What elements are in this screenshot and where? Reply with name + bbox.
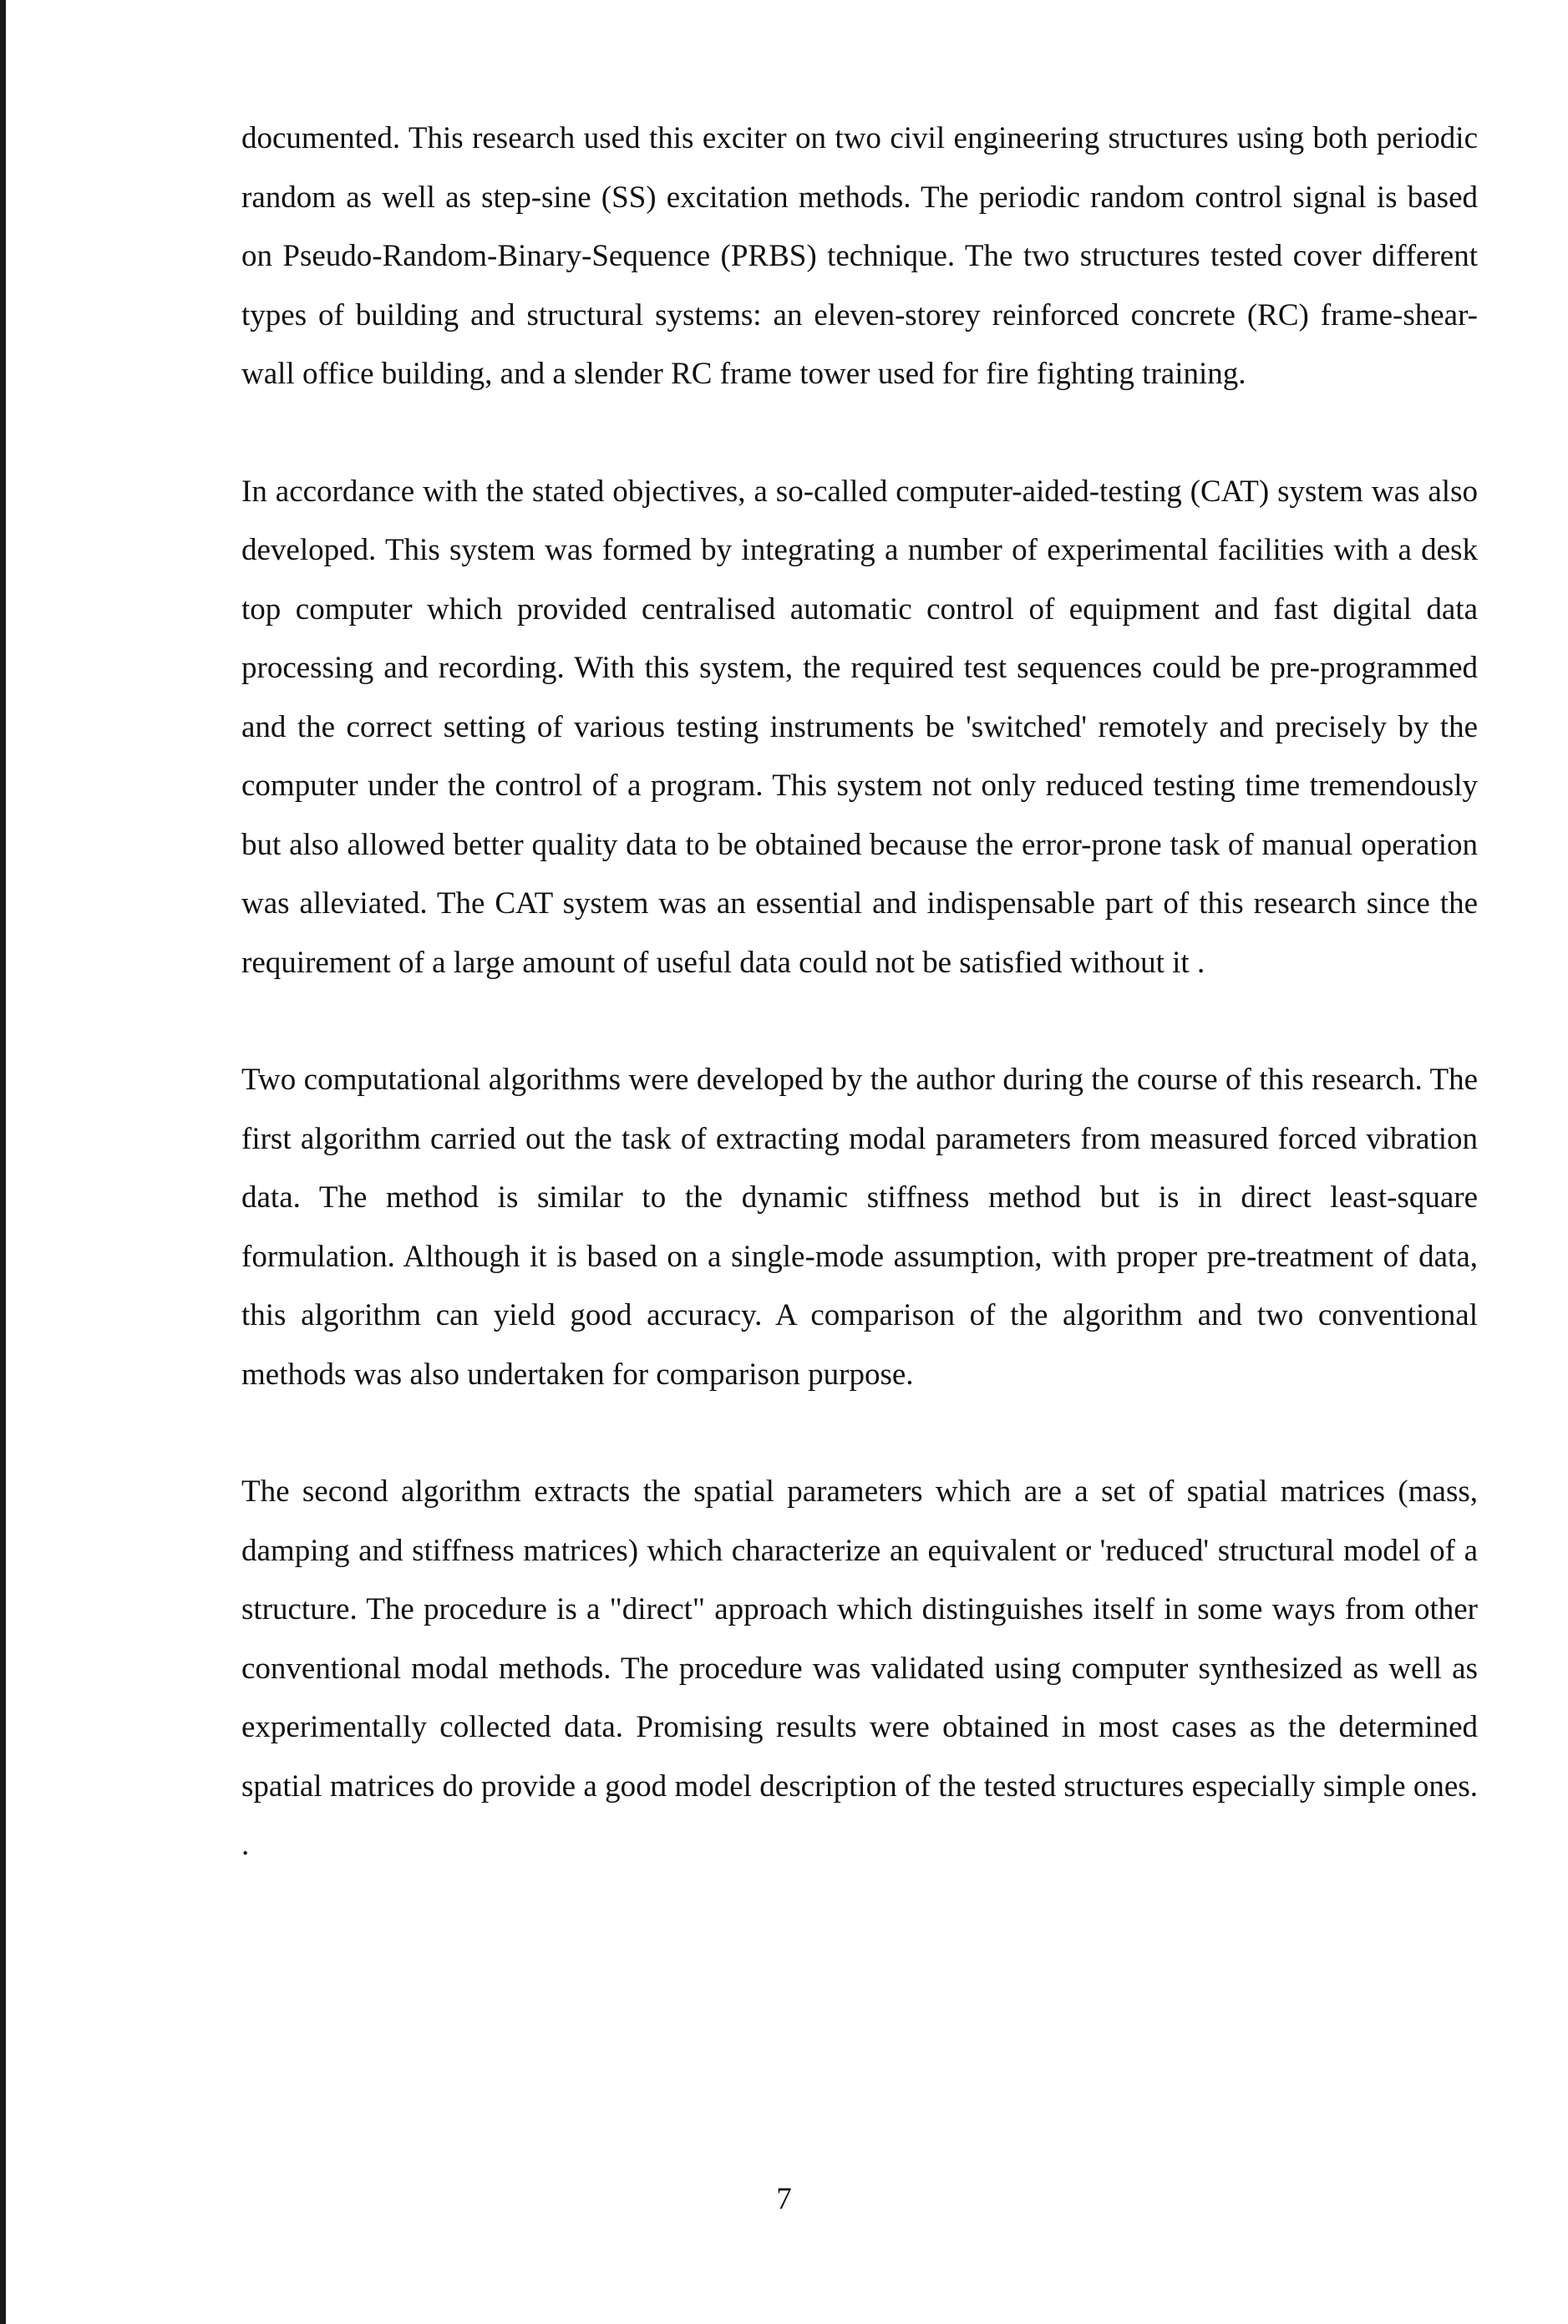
page-number: 7 (776, 2182, 792, 2216)
paragraph-spatial-algorithm: The second algorithm extracts the spatial parameters which are a set of spatial matrices (mass, damping and stiffness matrices) which characterize an equivalent or 'reduced' structural model of a structure. The procedure is a "direct" approach which distinguishes itself in some ways from other conventional modal methods. The procedure was validated using computer synthesized as well as experimentally collected data. Promising results were obtained in most cases as the determined spatial matrices do provide a good model description of the tested structures especially simple ones. . (241, 1474, 1478, 1862)
scan-border (0, 0, 6, 2324)
paragraph-cat-system: In accordance with the stated objectives, a so-called computer-aided-testing (CAT) system was also developed. This system was formed by integrating a number of experimental facilities with a desk top computer which provided centralised automatic control of equipment and fast digital data processing and recording. With this system, the required test sequences could be pre-programmed and the correct setting of various testing instruments be 'switched' remotely and precisely by the computer under the control of a program. This system not only reduced testing time tremendously but also allowed better quality data to be obtained because the error-prone task of manual operation was alleviated. The CAT system was an essential and indispensable part of this research since the requirement of a large amount of useful data could not be satisfied without it . (241, 474, 1478, 980)
paragraph-modal-algorithm: Two computational algorithms were developed by the author during the course of this research. The first algorithm carried out the task of extracting modal parameters from measured forced vibration data. The method is similar to the dynamic stiffness method but is in direct least-square formulation. Although it is based on a single-mode assumption, with proper pre-treatment of data, this algorithm can yield good accuracy. A comparison of the algorithm and two conventional methods was also undertaken for comparison purpose. (241, 1063, 1478, 1392)
document-body (241, 109, 1478, 1875)
paragraph-exciter-testing: documented. This research used this exciter on two civil engineering structures using both periodic random as well as step-sine (SS) excitation methods. The periodic random control signal is based on Pseudo-Random-Binary-Sequence (PRBS) technique. The two structures tested cover different types of building and structural systems: an eleven-storey reinforced concrete (RC) frame-shear-wall office building, and a slender RC frame tower used for fire fighting training. (241, 121, 1478, 391)
